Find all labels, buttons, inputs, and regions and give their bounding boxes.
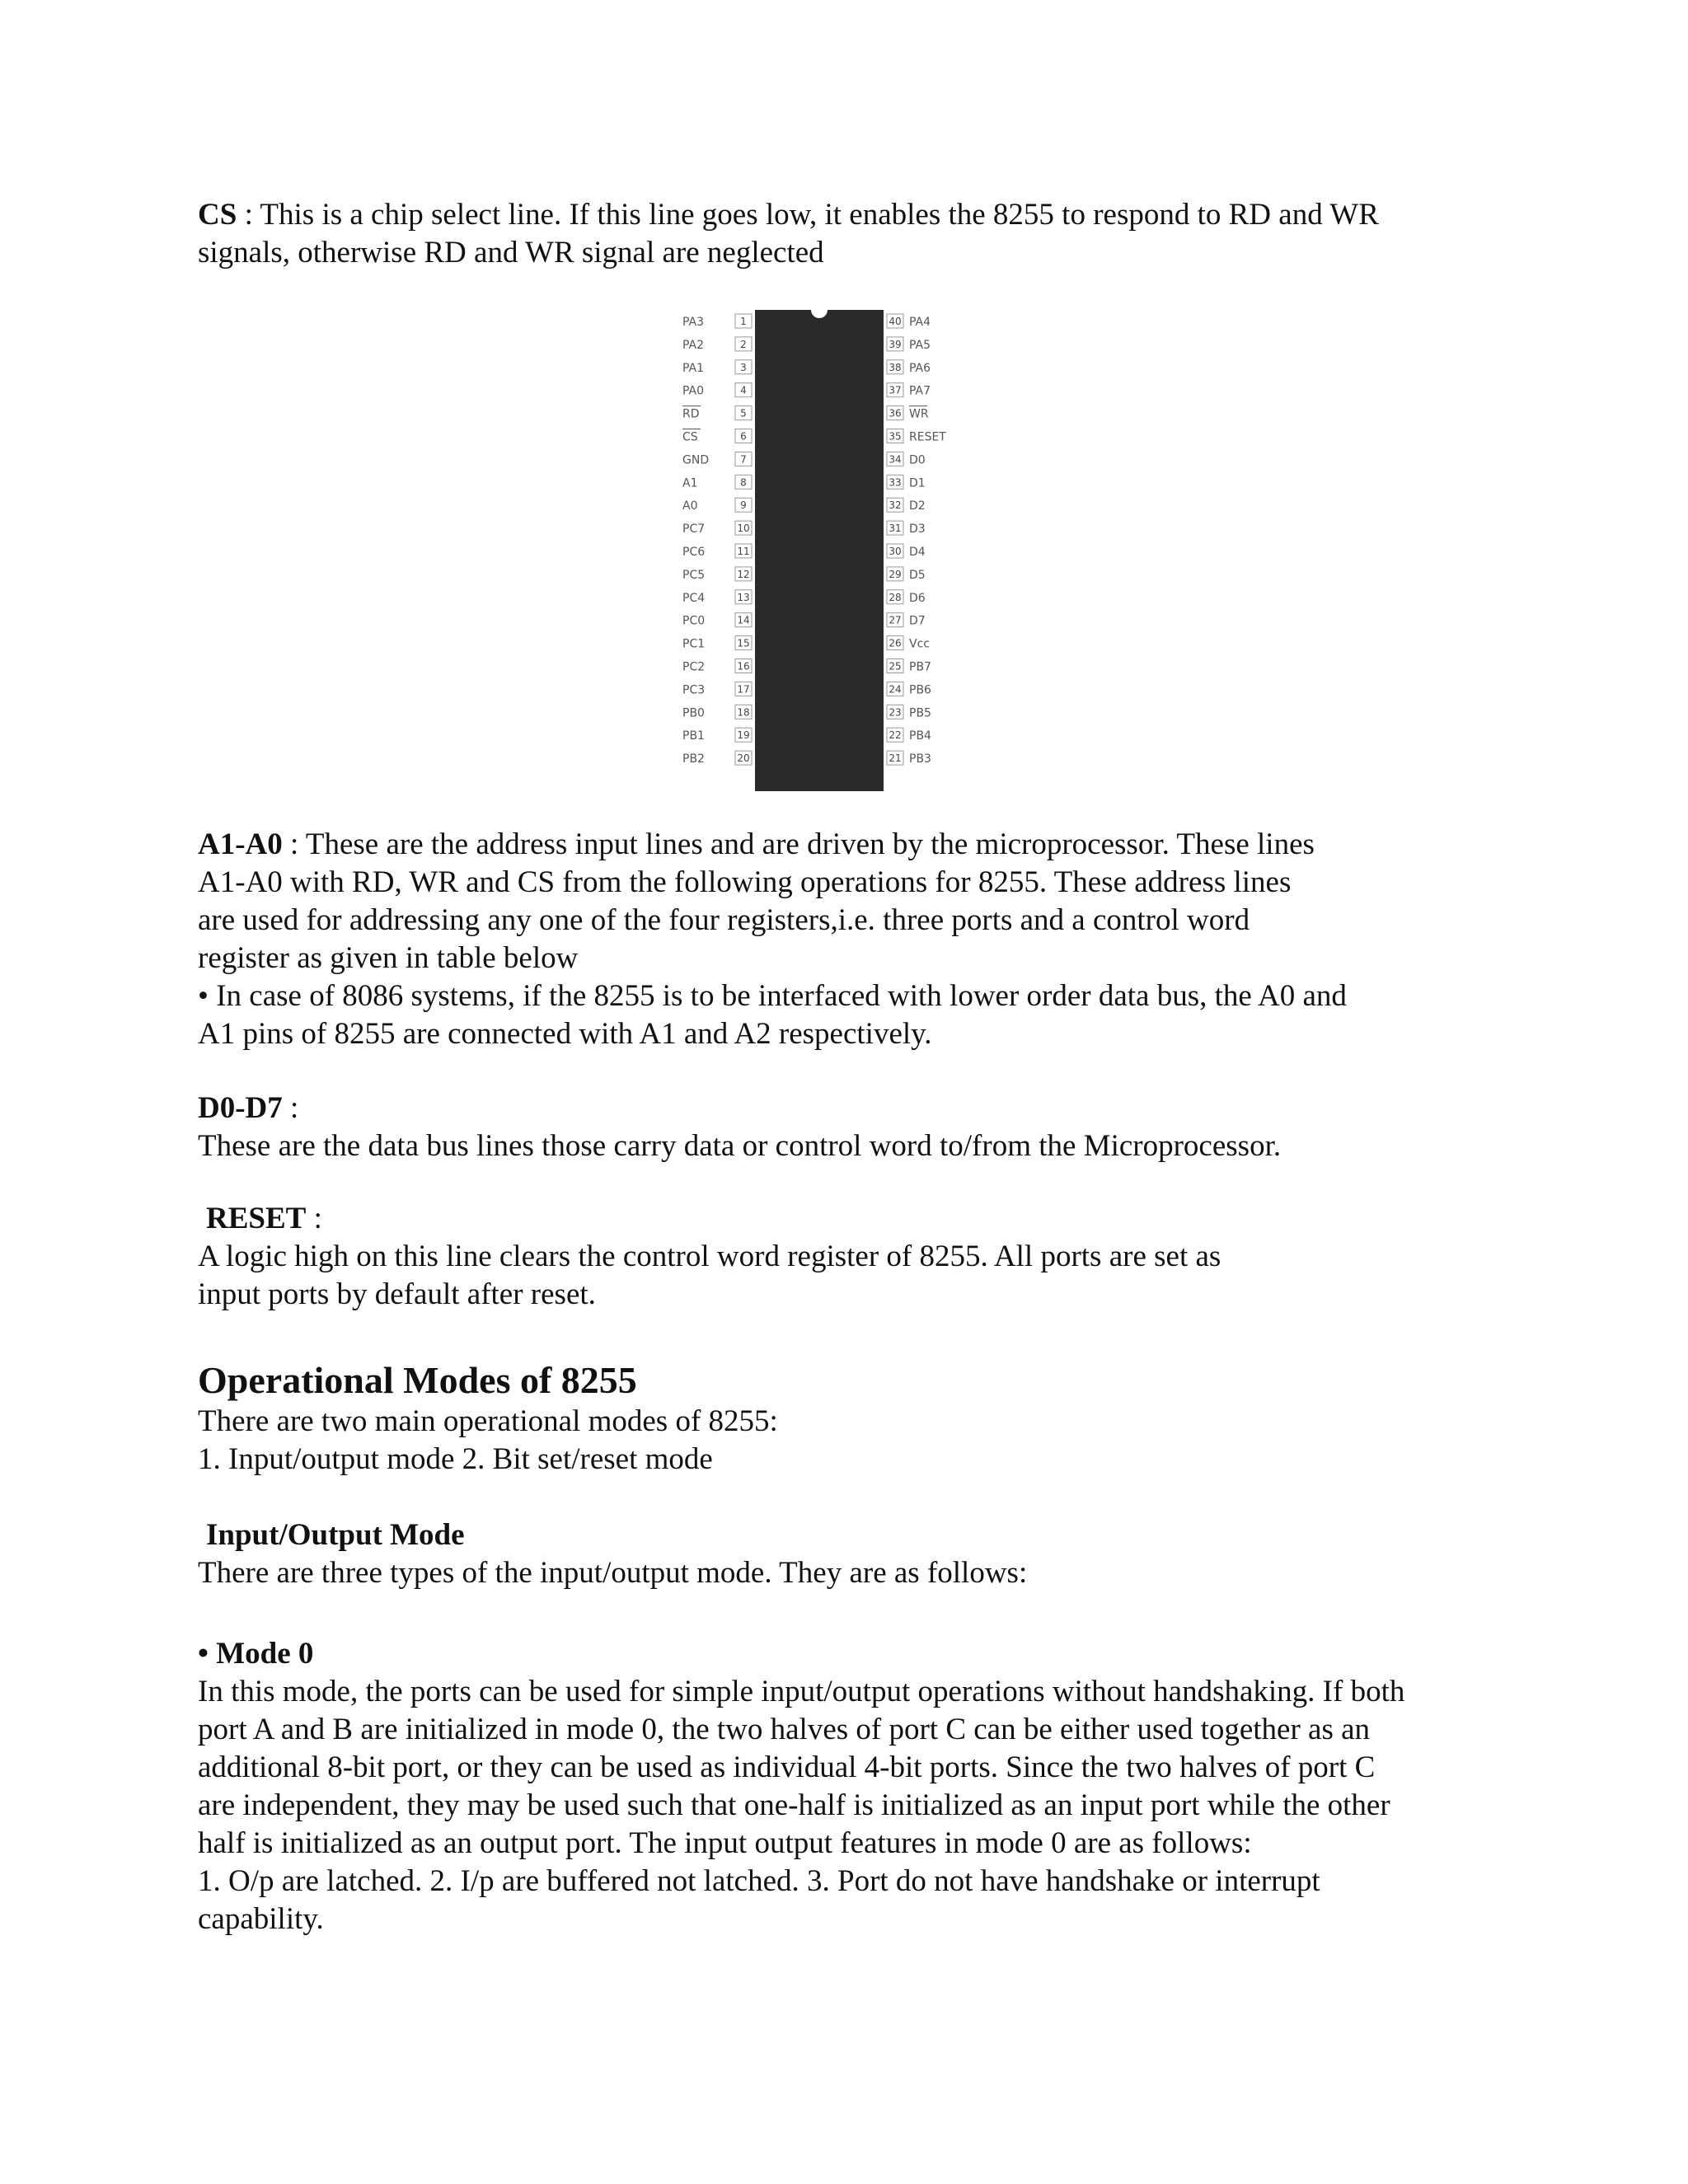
d0d7-text: These are the data bus lines those carry data or control word to/from the Microprocessor.: [198, 1129, 1282, 1163]
right-pin-label: PB5: [909, 706, 931, 720]
a1a0-line-3: are used for addressing any one of the four registers,i.e. three ports and a control word: [198, 903, 1250, 937]
right-pin-number: 25: [889, 660, 902, 673]
left-pin-number: 1: [740, 316, 747, 327]
left-pin-number: 6: [740, 430, 747, 443]
mode0-heading: • Mode 0: [198, 1637, 314, 1671]
left-pin-number: 2: [740, 338, 747, 350]
a1a0-term: A1-A0: [198, 827, 283, 861]
d0d7-colon: :: [282, 1091, 299, 1125]
left-pin-label: RD: [682, 407, 700, 421]
a1a0-line-2: A1-A0 with RD, WR and CS from the following operations for 8255. These address lines: [198, 865, 1292, 899]
left-pin-label: PA0: [682, 384, 705, 398]
left-pin-number: 8: [740, 476, 747, 489]
d0d7-paragraph: [198, 1090, 1500, 1165]
left-pin-number: 15: [737, 637, 750, 649]
right-pin-number: 30: [889, 546, 902, 557]
left-pin-number: 18: [737, 706, 750, 719]
left-pin-number: 3: [740, 361, 747, 373]
chip-8255-svg: [676, 308, 981, 794]
reset-text-2: input ports by default after reset.: [198, 1277, 596, 1311]
left-pin-label: A0: [682, 499, 698, 513]
mode0-text-1: In this mode, the ports can be used for simple input/output operations without handshaking. If both: [198, 1675, 1405, 1708]
right-pin-label: WR: [909, 407, 929, 421]
right-pin-label: Vcc: [909, 637, 930, 651]
left-pin-number: 5: [740, 407, 747, 419]
right-pin-number: 40: [889, 316, 902, 327]
right-pin-number: 37: [889, 384, 902, 396]
a1a0-text-1: : These are the address input lines and are driven by the microprocessor. These lines: [282, 827, 1315, 861]
left-pin-label: PC7: [682, 523, 706, 537]
right-pin-number: 35: [889, 430, 902, 443]
left-pin-label: PC3: [682, 683, 706, 697]
mode0-section: [198, 1635, 1500, 1938]
right-pin-number: 36: [889, 407, 902, 419]
left-pin-number: 16: [737, 660, 750, 673]
mode0-text-6: 1. O/p are latched. 2. I/p are buffered not latched. 3. Port do not have handshake or interrupt: [198, 1864, 1320, 1898]
left-pin-number: 12: [737, 568, 750, 580]
right-pin-number: 26: [889, 637, 902, 649]
mode0-text-5: half is initialized as an output port. The input output features in mode 0 are as follows:: [198, 1826, 1252, 1860]
left-pin-label: PC4: [682, 591, 706, 605]
cs-line-1: [198, 196, 1500, 234]
left-pin-label: GND: [682, 453, 710, 467]
right-pin-label: PB7: [909, 660, 931, 674]
reset-heading-line: [198, 1200, 1500, 1238]
right-pin-number: 22: [889, 729, 902, 742]
left-pin-number: 10: [737, 523, 750, 535]
left-pin-number: 13: [737, 591, 750, 603]
a1a0-paragraph: [198, 826, 1500, 1053]
left-pin-label: PC6: [682, 546, 706, 559]
left-pin-number: 19: [737, 729, 750, 742]
right-pin-number: 31: [889, 523, 902, 535]
reset-paragraph: [198, 1200, 1500, 1314]
right-pin-label: PB3: [909, 752, 931, 766]
left-pin-number: 11: [737, 546, 750, 557]
modes-heading: Operational Modes of 8255: [198, 1359, 637, 1401]
cs-term: CS: [198, 198, 237, 232]
right-pin-label: D7: [909, 614, 926, 628]
right-pin-number: 21: [889, 752, 902, 765]
d0d7-term: D0-D7: [198, 1091, 283, 1125]
left-pin-label: PA2: [682, 338, 705, 352]
right-pin-label: RESET: [909, 430, 946, 444]
left-pin-label: PA1: [682, 361, 705, 375]
right-pin-label: PA5: [909, 338, 931, 352]
left-pin-number: 4: [740, 384, 747, 396]
right-pin-number: 28: [889, 591, 902, 603]
io-mode-heading: Input/Output Mode: [206, 1518, 465, 1552]
a1a0-line-1: [198, 826, 1500, 864]
right-pin-label: D4: [909, 546, 926, 559]
chip-body: [755, 310, 884, 791]
reset-term: RESET: [206, 1202, 307, 1235]
right-pin-label: PA4: [909, 316, 931, 329]
cs-line-2: signals, otherwise RD and WR signal are neglected: [198, 236, 824, 269]
mode0-text-3: additional 8-bit port, or they can be used as individual 4-bit ports. Since the two halves of port C: [198, 1750, 1376, 1784]
pin-diagram: [676, 308, 981, 794]
left-pin-label: PB2: [682, 752, 705, 766]
cs-paragraph: [198, 196, 1500, 272]
left-pin-label: PC0: [682, 614, 706, 628]
a1a0-bullet-line-2: A1 pins of 8255 are connected with A1 and A2 respectively.: [198, 1017, 932, 1051]
right-pin-number: 29: [889, 568, 902, 580]
right-pin-label: PA6: [909, 361, 931, 375]
right-pin-number: 23: [889, 706, 902, 719]
modes-text-1: There are two main operational modes of 8255:: [198, 1404, 778, 1438]
left-pin-label: A1: [682, 476, 698, 490]
right-pin-number: 27: [889, 614, 902, 626]
left-pin-label: PC5: [682, 568, 706, 582]
left-pin-label: PC1: [682, 637, 706, 651]
a1a0-bullet-line-1: • In case of 8086 systems, if the 8255 is to be interfaced with lower order data bus, the A0 and: [198, 979, 1347, 1013]
right-pin-label: D6: [909, 591, 926, 605]
right-pin-number: 33: [889, 476, 902, 489]
reset-text-1: A logic high on this line clears the control word register of 8255. All ports are set as: [198, 1240, 1221, 1273]
right-pin-label: PA7: [909, 384, 931, 398]
left-pin-label: PB0: [682, 706, 705, 720]
left-pin-label: PB1: [682, 729, 705, 743]
right-pin-label: D5: [909, 568, 926, 582]
a1a0-line-4: register as given in table below: [198, 941, 579, 975]
left-pin-label: CS: [682, 430, 698, 444]
modes-text-2: 1. Input/output mode 2. Bit set/reset mode: [198, 1442, 713, 1476]
d0d7-heading-line: [198, 1090, 1500, 1127]
right-pin-label: D1: [909, 476, 926, 490]
left-pin-number: 14: [737, 614, 750, 626]
left-pin-number: 9: [740, 499, 747, 512]
io-mode-section: [198, 1516, 1500, 1592]
reset-colon: :: [306, 1202, 322, 1235]
right-pin-number: 39: [889, 338, 902, 350]
right-pin-number: 38: [889, 361, 902, 373]
mode0-text-4: are independent, they may be used such that one-half is initialized as an input port while the other: [198, 1788, 1390, 1822]
right-pin-label: D3: [909, 523, 926, 537]
mode0-text-2: port A and B are initialized in mode 0, the two halves of port C can be either used together as an: [198, 1713, 1371, 1746]
left-pin-label: PC2: [682, 660, 706, 674]
right-pin-label: PB6: [909, 683, 931, 697]
right-pin-label: D0: [909, 453, 926, 467]
modes-section: [198, 1358, 1500, 1479]
right-pin-label: D2: [909, 499, 926, 513]
mode0-text-7: capability.: [198, 1902, 324, 1936]
left-pin-number: 17: [737, 683, 750, 696]
left-pin-label: PA3: [682, 316, 705, 329]
left-pin-number: 20: [737, 752, 750, 765]
left-pin-number: 7: [740, 453, 747, 466]
io-mode-text: There are three types of the input/output mode. They are as follows:: [198, 1556, 1028, 1590]
right-pin-number: 32: [889, 499, 902, 512]
right-pin-number: 34: [889, 453, 902, 466]
right-pin-label: PB4: [909, 729, 931, 743]
cs-text-1: : This is a chip select line. If this line goes low, it enables the 8255 to respond to RD and WR: [237, 198, 1379, 232]
right-pin-number: 24: [889, 683, 902, 696]
